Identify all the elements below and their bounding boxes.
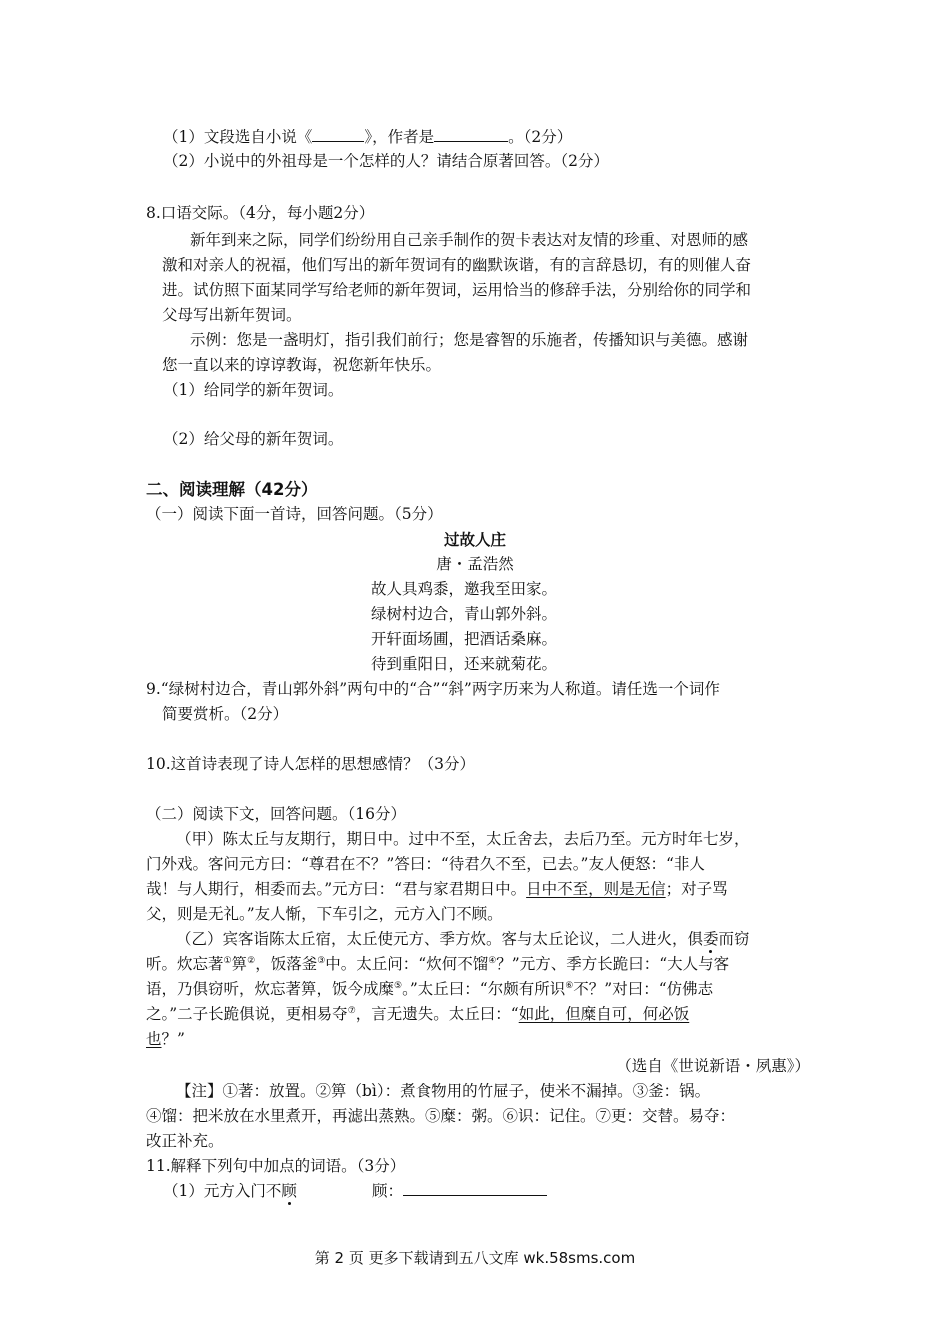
text-segment: 之。”二子长跪俱说，更相易夺 <box>146 1005 348 1023</box>
passage-yi-line <box>146 978 713 1000</box>
q11-title: 11.解释下列句中加点的词语。（3分） <box>146 1157 406 1175</box>
answer-blank[interactable] <box>403 1180 547 1196</box>
q8-title: 8.口语交际。（4分，每小题2分） <box>146 204 375 222</box>
note-marker: ⑤ <box>394 980 403 991</box>
poem-line: 开轩面场圃，把酒话桑麻。 <box>371 630 558 648</box>
note-marker: ④ <box>488 955 497 966</box>
q8-example-line: 示例：您是一盏明灯，指引我们前行；您是睿智的乐施者，传播知识与美德。感谢 <box>190 331 749 349</box>
q11-sub1 <box>163 1180 297 1202</box>
answer-blank[interactable] <box>312 126 364 142</box>
text-segment: （乙）宾客诣陈太丘宿，太丘使元方、季方炊。客与太丘论议，二人进火，俱 <box>176 930 704 948</box>
passage-jia-line: （甲）陈太丘与友期行，期日中。过中不至，太丘舍去，去后乃至。元方时年七岁， <box>176 830 750 848</box>
text-segment: ？”元方、季方长跪曰：“大人与客 <box>496 955 730 973</box>
notes-line: ④馏：把米放在水里煮开，再滤出蒸熟。⑤糜：粥。⑥识：记住。⑦更：交替。易夺： <box>146 1107 736 1125</box>
text-segment: 箅 <box>231 955 248 973</box>
passage-jia-line: 父，则是无礼。”友人惭，下车引之，元方入门不顾。 <box>146 905 503 923</box>
underlined-sentence: 日中不至，则是无信 <box>526 880 666 898</box>
q7-sub1-text-b: 》，作者是 <box>364 128 435 146</box>
underlined-sentence: 也 <box>146 1030 162 1048</box>
dotted-word: 顾 <box>281 1182 297 1200</box>
text-segment: 哉！与人期行，相委而去。”元方曰：“君与家君期日中。 <box>146 880 527 898</box>
q8-sub2: （2）给父母的新年贺词。 <box>163 430 344 448</box>
q8-example-line: 您一直以来的谆谆教诲，祝您新年快乐。 <box>162 356 442 374</box>
passage-jia-line <box>146 878 728 900</box>
text-segment: 而窃 <box>718 930 750 948</box>
text-segment: ？” <box>161 1030 185 1048</box>
notes-line: 改正补充。 <box>146 1132 224 1150</box>
page-footer: 第 2 页 更多下载请到五八文库 wk.58sms.com <box>314 1249 636 1267</box>
note-marker: ② <box>247 955 256 966</box>
poem-title: 过故人庄 <box>443 531 506 549</box>
text-segment: （1）元方入门不 <box>163 1182 282 1200</box>
q9-line: 简要赏析。（2分） <box>162 705 289 723</box>
text-segment: 中。太丘问：“炊何不馏 <box>325 955 489 973</box>
text-segment: ，饭落釜 <box>255 955 318 973</box>
q7-sub2: （2）小说中的外祖母是一个怎样的人？请结合原著回答。（2分） <box>163 152 609 170</box>
q7-sub1-text-a: （1）文段选自小说《 <box>163 128 313 146</box>
text-segment: 不？”对曰：“仿佛志 <box>573 980 714 998</box>
passage-yi-line <box>146 1028 185 1050</box>
text-segment: ；对子骂 <box>665 880 728 898</box>
note-marker: ① <box>223 955 232 966</box>
q8-sub1: （1）给同学的新年贺词。 <box>163 381 344 399</box>
q8-para1-line: 激和对亲人的祝福，他们写出的新年贺词有的幽默诙谐，有的言辞恳切，有的则催人奋 <box>162 256 752 274</box>
q7-sub1-text-c: 。（2分） <box>508 128 573 146</box>
answer-label: 顾： <box>372 1182 404 1200</box>
q8-para1-line: 新年到来之际，同学们纷纷用自己亲手制作的贺卡表达对友情的珍重、对恩师的感 <box>190 231 749 249</box>
note-marker: ③ <box>317 955 326 966</box>
note-marker: ⑦ <box>347 1005 356 1016</box>
text-segment: 听。炊忘著 <box>146 955 224 973</box>
q8-para1-line: 父母写出新年贺词。 <box>162 306 302 324</box>
q8-para1-line: 进。试仿照下面某同学写给老师的新年贺词，运用恰当的修辞手法，分别给你的同学和 <box>162 281 752 299</box>
note-marker: ⑥ <box>565 980 574 991</box>
q11-sub1-answer <box>372 1180 547 1202</box>
notes-line: 【注】①著：放置。②箅（bì）：煮食物用的竹屉子，使米不漏掉。③釜：锅。 <box>176 1082 711 1100</box>
dotted-word: 委 <box>703 930 719 948</box>
answer-blank[interactable] <box>434 126 508 142</box>
passage-jia-line: 门外戏。客问元方曰：“尊君在不？”答曰：“待君久不至，已去。”友人便怒：“非人 <box>146 855 705 873</box>
underlined-sentence: 如此，但糜自可，何必饭 <box>518 1005 690 1023</box>
part1-intro: （一）阅读下面一首诗，回答问题。（5分） <box>146 505 443 523</box>
part2-intro: （二）阅读下文，回答问题。（16分） <box>146 805 406 823</box>
passage-source: （选自《世说新语・夙惠》） <box>616 1057 810 1075</box>
q9-line: 9.“绿树村边合，青山郭外斜”两句中的“合”“斜”两字历来为人称道。请任选一个词作 <box>146 680 720 698</box>
poem-line: 故人具鸡黍，邀我至田家。 <box>371 580 558 598</box>
passage-yi-line <box>146 1003 689 1025</box>
poem-line: 绿树村边合，青山郭外斜。 <box>371 605 558 623</box>
text-segment: 。”太丘曰：“尔颇有所识 <box>402 980 566 998</box>
passage-yi-line <box>176 928 750 950</box>
q7-sub1 <box>163 126 572 148</box>
q10: 10.这首诗表现了诗人怎样的思想感情？（3分） <box>146 755 476 773</box>
text-segment: 语，乃俱窃听，炊忘著箅，饭今成糜 <box>146 980 395 998</box>
passage-yi-line <box>146 953 729 975</box>
text-segment: ，言无遗失。太丘曰：“ <box>355 1005 519 1023</box>
section-title: 二、阅读理解（42分） <box>146 480 318 499</box>
poem-line: 待到重阳日，还来就菊花。 <box>371 655 558 673</box>
poem-author: 唐・孟浩然 <box>436 555 514 573</box>
